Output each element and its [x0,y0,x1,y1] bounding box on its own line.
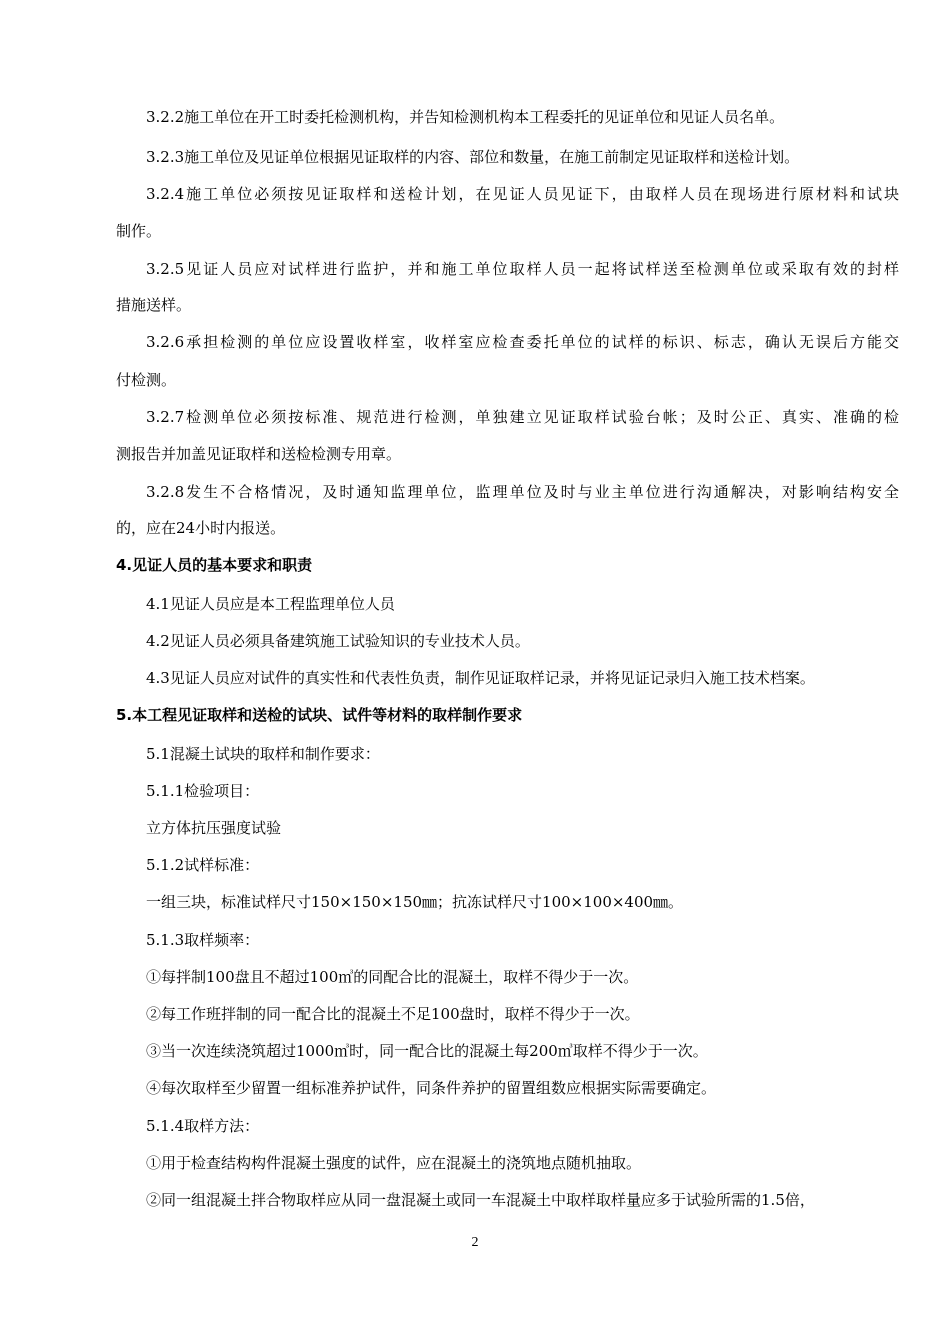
paragraph-5-1-2: 5.1.2试样标准： [146,856,260,874]
paragraph-5-1-1: 5.1.1检验项目： [146,782,260,800]
list-item-5-1-3-4: ④每次取样至少留置一组标准养护试件，同条件养护的留置组数应根据实际需要确定。 [146,1079,717,1097]
paragraph-3-2-4-line1: 3.2.4施工单位必须按见证取样和送检计划，在见证人员见证下，由取样人员在现场进行原材料和试块 [146,185,899,203]
list-item-5-1-3-3: ③当一次连续浇筑超过1000㎥时，同一配合比的混凝土每200㎥取样不得少于一次。 [146,1042,708,1060]
paragraph-3-2-5-line1: 3.2.5见证人员应对试样进行监护，并和施工单位取样人员一起将试样送至检测单位或采取有效的封样 [146,260,899,278]
paragraph-3-2-7-line2: 测报告并加盖见证取样和送检检测专用章。 [116,445,402,463]
list-item-5-1-3-2: ②每工作班拌制的同一配合比的混凝土不足100盘时，取样不得少于一次。 [146,1005,640,1023]
paragraph-3-2-3: 3.2.3施工单位及见证单位根据见证取样的内容、部位和数量，在施工前制定见证取样和送检计划。 [146,148,800,166]
paragraph-4-3: 4.3见证人员应对试件的真实性和代表性负责，制作见证取样记录，并将见证记录归入施工技术档案。 [146,669,815,687]
paragraph-4-1: 4.1见证人员应是本工程监理单位人员 [146,595,395,613]
list-item-5-1-4-1: ①用于检查结构构件混凝土强度的试件，应在混凝土的浇筑地点随机抽取。 [146,1154,642,1172]
paragraph-5-1-4: 5.1.4取样方法： [146,1117,260,1135]
paragraph-5-1-1-value: 立方体抗压强度试验 [146,819,282,837]
section-heading-5: 5.本工程见证取样和送检的试块、试件等材料的取样制作要求 [116,706,523,724]
paragraph-3-2-2: 3.2.2施工单位在开工时委托检测机构，并告知检测机构本工程委托的见证单位和见证人员名单。 [146,108,785,126]
paragraph-3-2-8-line1: 3.2.8发生不合格情况，及时通知监理单位，监理单位及时与业主单位进行沟通解决，对影响结构安全 [146,483,899,501]
list-item-5-1-4-2: ②同一组混凝土拌合物取样应从同一盘混凝土或同一车混凝土中取样取样量应多于试验所需的1.5倍， [146,1191,815,1209]
paragraph-5-1-3: 5.1.3取样频率： [146,931,260,949]
paragraph-4-2: 4.2见证人员必须具备建筑施工试验知识的专业技术人员。 [146,632,530,650]
paragraph-3-2-6-line1: 3.2.6承担检测的单位应设置收样室，收样室应检查委托单位的试样的标识、标志，确认无误后方能交 [146,333,899,351]
page-number: 2 [471,1235,479,1250]
paragraph-3-2-8-line2: 的，应在24小时内报送。 [116,519,286,537]
paragraph-3-2-5-line2: 措施送样。 [116,296,192,314]
paragraph-3-2-7-line1: 3.2.7检测单位必须按标准、规范进行检测，单独建立见证取样试验台帐；及时公正、真实、准确的检 [146,408,899,426]
paragraph-3-2-6-line2: 付检测。 [116,371,177,389]
paragraph-5-1: 5.1混凝土试块的取样和制作要求： [146,745,380,763]
paragraph-5-1-2-value: 一组三块，标准试样尺寸150×150×150㎜；抗冻试样尺寸100×100×400㎜。 [146,893,684,911]
list-item-5-1-3-1: ①每拌制100盘且不超过100㎥的同配合比的混凝土，取样不得少于一次。 [146,968,639,986]
paragraph-3-2-4-line2: 制作。 [116,222,162,240]
section-heading-4: 4.见证人员的基本要求和职责 [116,556,313,574]
